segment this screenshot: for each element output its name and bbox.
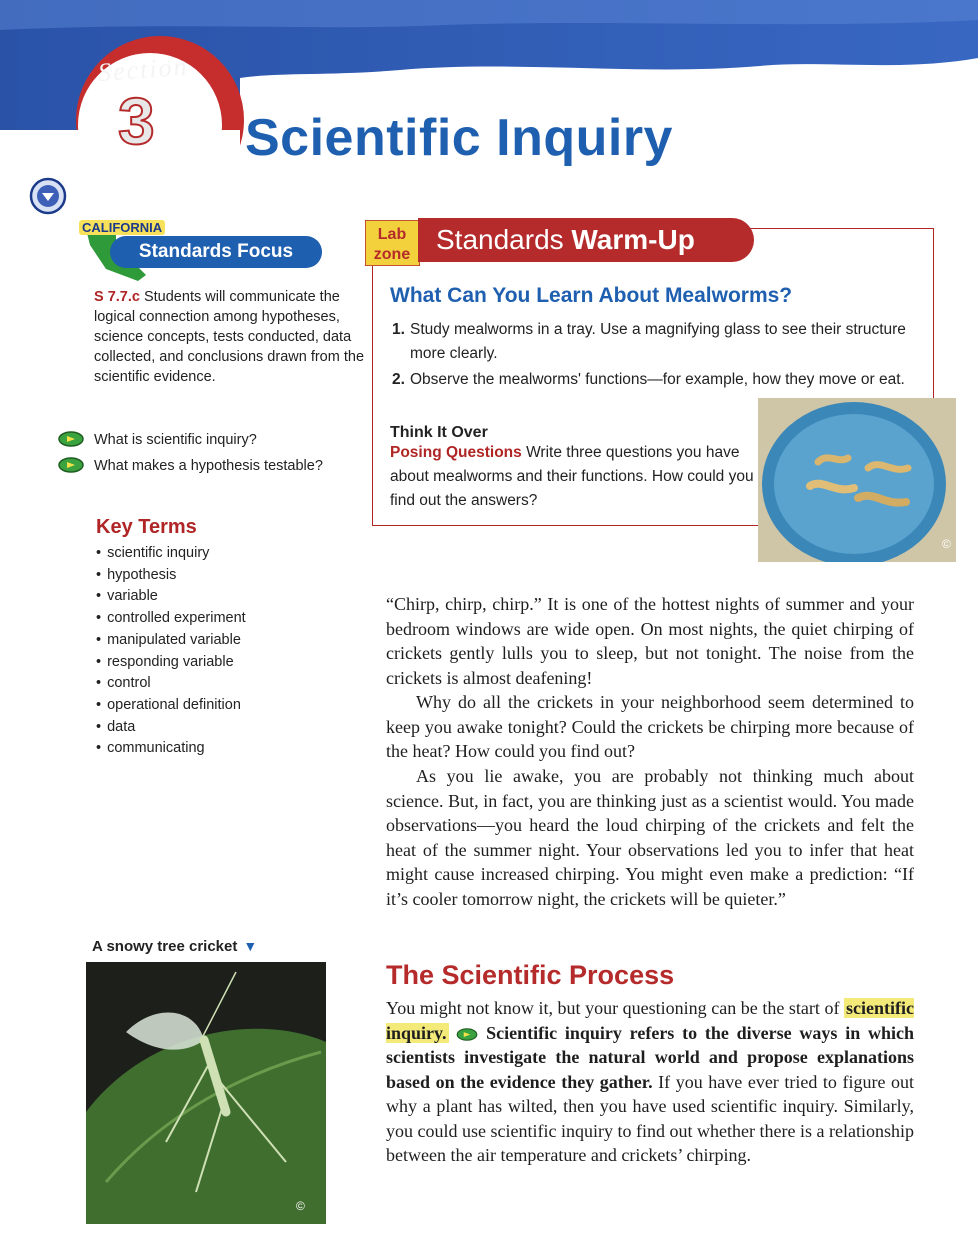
standard-text: Students will communicate the logical connection among hypotheses, science concepts, tests conducted, data collected, and conclusions drawn from the scientific evidence. xyxy=(94,289,365,385)
key-term-item: • data xyxy=(96,717,246,739)
key-term-item: • hypothesis xyxy=(96,565,246,587)
key-terms-list xyxy=(96,543,246,760)
posing-questions-text: Write three questions you have about mealworms and their functions. How could you find out the answers? xyxy=(390,444,754,509)
think-it-over-heading: Think It Over xyxy=(390,424,488,441)
sp-rest: If you have ever tried to figure out why a plant has wilted, then you have used scientific inquiry. Similarly, you could use scientific inquiry to find out whether there is a relationship between the air temperature and crickets’ chirping. xyxy=(386,1071,915,1165)
key-concept-icon xyxy=(58,431,84,447)
key-terms-heading: Key Terms xyxy=(96,516,197,538)
mealworm-photo xyxy=(758,398,956,562)
body-paragraph: As you lie awake, you are probably not thinking much about science. But, in fact, you are thinking just as a scientist would. You made observations—you heard the loud chirping of the crickets and felt the heat of the summer night. Your observations led you to infer that heat might cause increased chirping. You might even make a prediction: “If it’s cooler tomorrow night, the crickets will be quieter.” xyxy=(386,766,914,909)
photo-copyright: © xyxy=(942,537,951,551)
photo-caption-text: A snowy tree cricket xyxy=(92,938,238,955)
lab-question: What Can You Learn About Mealworms? xyxy=(390,284,793,307)
sp-definition: Scientific inquiry refers to the diverse ways in which scientists investigate the natural world and propose explanations based on the evidence they gather. xyxy=(386,1022,915,1092)
standard-code: S 7.7.c xyxy=(94,289,140,305)
body-paragraph: Why do all the crickets in your neighborhood seem determined to keep you awake tonight? Could the crickets be chirping more because of the heat? How could you find out? xyxy=(386,692,914,761)
key-term-item: • controlled experiment xyxy=(96,608,246,630)
page-title: Scientific Inquiry xyxy=(245,109,673,167)
key-term-highlight: scientific inquiry. xyxy=(386,998,914,1043)
body-paragraph: “Chirp, chirp, chirp.” It is one of the hottest nights of summer and your bedroom windows are wide open. On most nights, the quiet chirping of crickets gently lulls you to sleep, but not tonight. The noise from the crickets is almost deafening! xyxy=(386,594,914,688)
key-concept-icon xyxy=(58,457,84,473)
posing-questions xyxy=(390,441,760,513)
photo-caption xyxy=(92,938,257,955)
lab-step xyxy=(392,318,922,366)
download-icon[interactable] xyxy=(28,176,68,216)
posing-questions-label: Posing Questions xyxy=(390,444,522,461)
lab-tag-top: Lab xyxy=(377,226,407,243)
lab-step xyxy=(392,368,905,416)
key-term-item: • responding variable xyxy=(96,652,246,674)
caption-arrow-icon: ▼ xyxy=(243,938,258,954)
standard-statement xyxy=(94,287,364,387)
lab-step-number: 2. xyxy=(392,371,405,388)
photo-copyright: © xyxy=(296,1199,305,1213)
lab-step-text: Study mealworms in a tray. Use a magnifying glass to see their structure more clearly. xyxy=(410,321,906,362)
lab-title-prefix: Standards xyxy=(436,224,572,255)
key-term-item: • manipulated variable xyxy=(96,630,246,652)
key-term-item: • control xyxy=(96,673,246,695)
lab-step-text: Observe the mealworms' functions—for example, how they move or eat. xyxy=(410,371,905,388)
lab-zone-tag xyxy=(365,220,420,266)
section-heading: The Scientific Process xyxy=(386,960,675,990)
key-term-item: • scientific inquiry xyxy=(96,543,246,565)
key-term-item: • operational definition xyxy=(96,695,246,717)
key-concept-icon xyxy=(456,1028,478,1041)
key-term-item: • variable xyxy=(96,586,246,608)
standards-focus-pill: Standards Focus xyxy=(110,236,322,268)
section-label: Section xyxy=(97,51,190,88)
lab-step-number: 1. xyxy=(392,321,405,338)
sp-lead: You might not know it, but your questioning can be the start of xyxy=(386,998,845,1018)
lab-tag-bottom: zone xyxy=(373,246,411,263)
california-label: CALIFORNIA xyxy=(79,220,165,235)
lab-title xyxy=(418,218,754,262)
key-term-item: • communicating xyxy=(96,738,246,760)
lab-title-bold: Warm-Up xyxy=(571,224,695,255)
focus-question-text: What makes a hypothesis testable? xyxy=(94,458,323,474)
scientific-process-paragraph xyxy=(386,996,914,1168)
focus-question-text: What is scientific inquiry? xyxy=(94,432,257,448)
section-number: 3 xyxy=(118,84,155,158)
cricket-photo xyxy=(86,962,326,1224)
